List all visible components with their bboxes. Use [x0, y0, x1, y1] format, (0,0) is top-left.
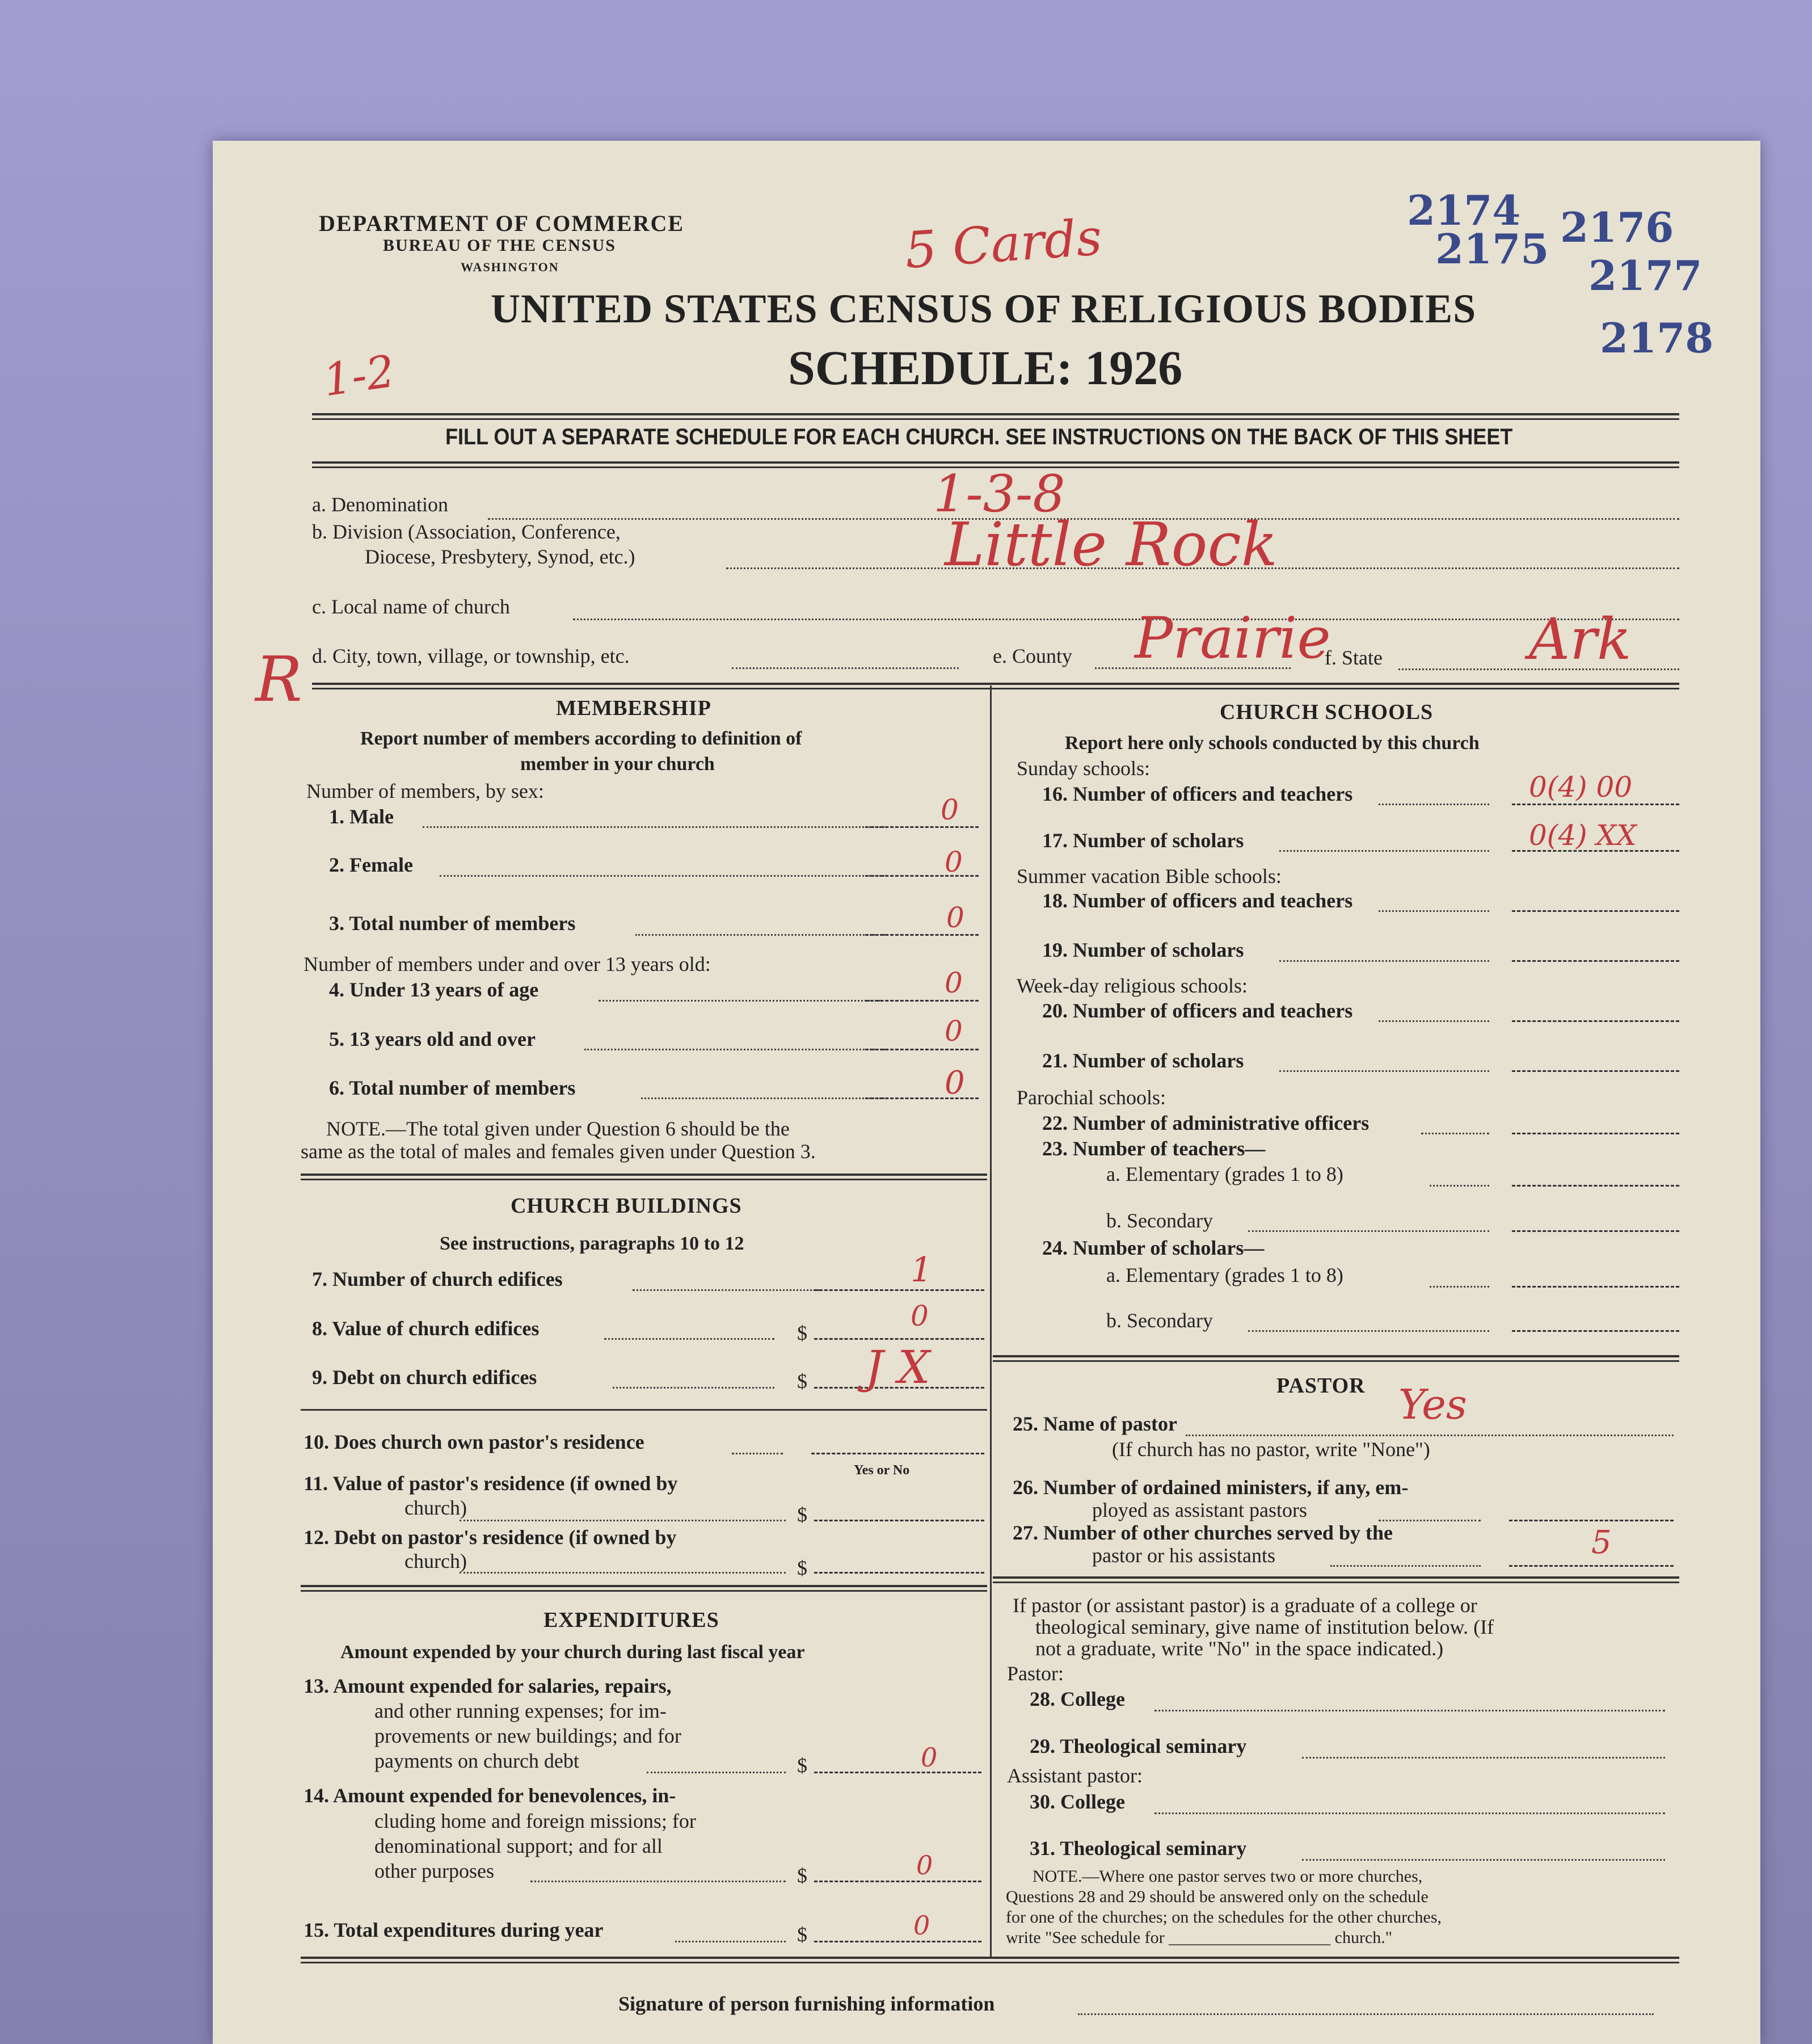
schools-subheading: Report here only schools conducted by this church [1065, 733, 1480, 754]
buildings-subheading: See instructions, paragraphs 10 to 12 [440, 1233, 744, 1254]
q8-label: 8. Value of church edifices [312, 1317, 540, 1340]
q3-answer-field[interactable] [865, 934, 979, 936]
membership-subheading-1: Report number of members according to definition of [360, 728, 802, 749]
q20-label: 20. Number of officers and teachers [1042, 999, 1353, 1022]
q22-label: 22. Number of administrative officers [1042, 1112, 1369, 1134]
graduate-instructions-line3: not a graduate, write "No" in the space indicated.) [1035, 1637, 1444, 1660]
q13-label-line3: provements or new buildings; and for [374, 1725, 681, 1747]
q11-leader [460, 1520, 786, 1521]
local-name-field[interactable] [573, 619, 1679, 620]
q23b-answer-field[interactable] [1512, 1230, 1679, 1232]
denomination-label: a. Denomination [312, 493, 448, 516]
q23b-leader [1248, 1230, 1489, 1232]
summer-schools-label: Summer vacation Bible schools: [1017, 865, 1282, 888]
q10-label: 10. Does church own pastor's residence [304, 1431, 644, 1453]
q10-leader [732, 1453, 783, 1454]
q18-label: 18. Number of officers and teachers [1042, 889, 1353, 912]
q4-label: 4. Under 13 years of age [329, 978, 539, 1001]
q23-label: 23. Number of teachers— [1042, 1137, 1266, 1160]
double-rule [312, 413, 1679, 420]
buildings-heading: CHURCH BUILDINGS [511, 1194, 742, 1218]
q17-leader [1279, 850, 1489, 852]
q13-label-line1: 13. Amount expended for salaries, repairs, [304, 1675, 672, 1697]
double-rule [312, 683, 1679, 689]
q4-leader [599, 1000, 888, 1002]
double-rule [993, 1576, 1679, 1583]
q1-label: 1. Male [329, 805, 394, 828]
q17-value: 0(4) XX [1529, 819, 1637, 852]
q12-dollar: $ [797, 1557, 807, 1579]
graduate-instructions-line1: If pastor (or assistant pastor) is a graduate of a college or [1013, 1594, 1477, 1617]
pastor-subsection-label: Pastor: [1007, 1662, 1064, 1685]
q27-leader [1330, 1565, 1481, 1567]
q16-answer-field[interactable] [1512, 804, 1679, 805]
q4-value: 0 [945, 966, 963, 999]
parochial-schools-label: Parochial schools: [1017, 1086, 1166, 1109]
county-value: Prairie [1135, 605, 1331, 671]
q27-answer-field[interactable] [1509, 1565, 1674, 1567]
q5-value: 0 [945, 1015, 963, 1048]
q19-label: 19. Number of scholars [1042, 939, 1244, 961]
q3-label: 3. Total number of members [329, 912, 576, 935]
q14-label-line4: other purposes [374, 1860, 494, 1882]
q25-value: Yes [1398, 1381, 1467, 1428]
q24a-answer-field[interactable] [1512, 1286, 1679, 1288]
q16-label: 16. Number of officers and teachers [1042, 783, 1353, 805]
assistant-subsection-label: Assistant pastor: [1007, 1764, 1143, 1787]
membership-subheading-2: member in your church [520, 754, 715, 775]
q18-answer-field[interactable] [1512, 910, 1679, 912]
q13-label-line2: and other running expenses; for im- [374, 1700, 667, 1722]
q24a-leader [1430, 1286, 1489, 1288]
q16-value: 0(4) 00 [1529, 771, 1633, 804]
q11-dollar: $ [797, 1503, 807, 1526]
handwritten-cards-note: 5 Cards [903, 208, 1104, 280]
q8-leader [604, 1338, 774, 1340]
handwritten-left-code: 1-2 [320, 346, 398, 407]
q2-leader [440, 875, 888, 877]
division-value: Little Rock [945, 510, 1278, 579]
graduate-instructions-line2: theological seminary, give name of institution below. (If [1035, 1616, 1494, 1638]
q14-leader [530, 1881, 786, 1882]
q28-field[interactable] [1154, 1710, 1665, 1711]
q18-leader [1379, 910, 1489, 912]
expenditures-subheading: Amount expended by your church during last fiscal year [340, 1642, 805, 1663]
q2-value: 0 [945, 846, 963, 878]
q11-label-line2: church) [404, 1496, 467, 1519]
q14-label-line1: 14. Amount expended for benevolences, in- [304, 1784, 676, 1807]
q13-answer-field[interactable] [814, 1772, 981, 1773]
q14-value: 0 [916, 1850, 933, 1881]
q12-answer-field[interactable] [814, 1572, 984, 1574]
q13-value: 0 [921, 1742, 938, 1773]
q7-leader [633, 1289, 820, 1291]
weekday-schools-label: Week-day religious schools: [1017, 974, 1248, 997]
expenditures-heading: EXPENDITURES [543, 1608, 719, 1632]
q14-answer-field[interactable] [814, 1881, 981, 1882]
stamp-number: 2175 [1435, 225, 1549, 273]
q29-label: 29. Theological seminary [1030, 1735, 1247, 1757]
q15-value: 0 [913, 1910, 930, 1941]
q12-label-line2: church) [404, 1550, 467, 1572]
handwritten-margin-mark: R [255, 643, 302, 716]
q19-leader [1279, 960, 1489, 962]
q12-label-line1: 12. Debt on pastor's residence (if owned by [304, 1526, 677, 1549]
pastor-note-line1: NOTE.—Where one pastor serves two or more churches, [1033, 1867, 1423, 1886]
yes-no-hint: Yes or No [854, 1463, 910, 1478]
q24b-label: b. Secondary [1106, 1309, 1213, 1332]
stamp-number: 2178 [1600, 314, 1714, 362]
q26-leader [1379, 1520, 1481, 1521]
county-label: e. County [993, 645, 1072, 667]
q6-value: 0 [945, 1065, 965, 1101]
q26-label-line2: ployed as assistant pastors [1092, 1499, 1307, 1521]
double-rule [301, 1957, 1679, 1963]
stamp-number: 2177 [1588, 251, 1703, 300]
q16-leader [1379, 804, 1489, 805]
membership-note-line2: same as the total of males and females given under Question 3. [301, 1140, 816, 1163]
stamp-number: 2174 [1407, 186, 1521, 234]
q20-answer-field[interactable] [1512, 1020, 1679, 1022]
pastor-heading: PASTOR [1276, 1374, 1366, 1398]
signature-label: Signature of person furnishing information [618, 1992, 995, 2015]
q15-dollar: $ [797, 1923, 807, 1946]
double-rule [301, 1585, 987, 1592]
division-label-line2: Diocese, Presbytery, Synod, etc.) [365, 545, 635, 568]
q20-leader [1379, 1020, 1489, 1022]
bureau-name: BUREAU OF THE CENSUS [383, 236, 616, 255]
q15-leader [675, 1941, 786, 1942]
instruction-banner: FILL OUT A SEPARATE SCHEDULE FOR EACH CHURCH. SEE INSTRUCTIONS ON THE BACK OF THIS SHEET [445, 424, 1513, 449]
state-label: f. State [1325, 646, 1383, 669]
city-name: WASHINGTON [461, 260, 559, 274]
q6-leader [641, 1097, 888, 1099]
q27-value: 5 [1591, 1524, 1612, 1561]
q13-leader [647, 1772, 786, 1773]
q21-leader [1279, 1070, 1489, 1072]
q26-answer-field[interactable] [1509, 1520, 1674, 1521]
stamp-number: 2176 [1560, 203, 1674, 251]
q1-value: 0 [941, 793, 959, 826]
schedule-year: SCHEDULE: 1926 [788, 340, 1183, 395]
denomination-value: 1-3-8 [933, 464, 1065, 524]
q28-label: 28. College [1030, 1688, 1125, 1710]
members-by-age-label: Number of members under and over 13 years old: [304, 953, 711, 975]
q7-label: 7. Number of church edifices [312, 1268, 563, 1290]
q23a-label: a. Elementary (grades 1 to 8) [1106, 1163, 1343, 1185]
q21-answer-field[interactable] [1512, 1070, 1679, 1072]
q11-answer-field[interactable] [814, 1520, 984, 1521]
double-rule [301, 1174, 987, 1180]
q15-answer-field[interactable] [814, 1941, 981, 1942]
q31-label: 31. Theological seminary [1030, 1837, 1247, 1860]
q30-field[interactable] [1154, 1812, 1665, 1814]
q22-leader [1421, 1133, 1489, 1134]
q7-answer-field[interactable] [814, 1289, 984, 1291]
q25-note: (If church has no pastor, write "None") [1112, 1438, 1430, 1461]
q31-field[interactable] [1302, 1859, 1665, 1861]
signature-field[interactable] [1078, 2013, 1654, 2015]
column-divider [990, 685, 992, 1957]
q4-answer-field[interactable] [865, 1000, 979, 1002]
q9-label: 9. Debt on church edifices [312, 1366, 537, 1389]
pastor-name-field[interactable] [1186, 1435, 1674, 1436]
q7-value: 1 [911, 1250, 933, 1290]
q27-label-line2: pastor or his assistants [1092, 1544, 1275, 1567]
pastor-note-line3: for one of the churches; on the schedules for the other churches, [1006, 1908, 1442, 1927]
q13-dollar: $ [797, 1754, 807, 1777]
sunday-schools-label: Sunday schools: [1017, 757, 1151, 780]
q1-answer-field[interactable] [865, 826, 979, 828]
q5-answer-field[interactable] [865, 1049, 979, 1050]
q11-label-line1: 11. Value of pastor's residence (if owned by [304, 1472, 678, 1495]
q26-label-line1: 26. Number of ordained ministers, if any, em- [1013, 1476, 1409, 1499]
q14-label-line2: cluding home and foreign missions; for [374, 1810, 696, 1832]
rule [301, 1409, 987, 1411]
q24b-answer-field[interactable] [1512, 1330, 1679, 1332]
q23b-label: b. Secondary [1106, 1209, 1213, 1232]
q19-answer-field[interactable] [1512, 960, 1679, 962]
q5-label: 5. 13 years old and over [329, 1028, 536, 1050]
q8-dollar: $ [797, 1322, 807, 1344]
q25-label: 25. Name of pastor [1013, 1412, 1177, 1435]
pastor-note-line2: Questions 28 and 29 should be answered only on the schedule [1006, 1887, 1428, 1906]
q8-answer-field[interactable] [814, 1338, 984, 1340]
q29-field[interactable] [1302, 1757, 1665, 1759]
city-label: d. City, town, village, or township, etc. [312, 645, 630, 667]
q14-dollar: $ [797, 1864, 807, 1887]
q9-dollar: $ [797, 1370, 807, 1393]
form-title: UNITED STATES CENSUS OF RELIGIOUS BODIES [491, 286, 1477, 331]
q8-value: 0 [911, 1299, 929, 1332]
department-name: DEPARTMENT OF COMMERCE [319, 211, 685, 236]
q23a-leader [1430, 1185, 1489, 1187]
q5-leader [584, 1049, 888, 1050]
q10-answer-field[interactable] [811, 1453, 984, 1454]
pastor-note-line4: write "See schedule for ___________________ church." [1006, 1928, 1393, 1947]
q24b-leader [1248, 1330, 1489, 1332]
q9-leader [613, 1387, 774, 1389]
membership-note-line1: NOTE.—The total given under Question 6 should be the [326, 1117, 790, 1140]
q14-label-line3: denominational support; and for all [374, 1835, 663, 1857]
q22-answer-field[interactable] [1512, 1133, 1679, 1134]
schools-heading: CHURCH SCHOOLS [1220, 700, 1434, 724]
q27-label-line1: 27. Number of other churches served by the [1013, 1521, 1393, 1544]
local-name-label: c. Local name of church [312, 595, 510, 618]
q3-value: 0 [946, 901, 964, 934]
q13-label-line4: payments on church debt [374, 1749, 579, 1772]
q17-label: 17. Number of scholars [1042, 829, 1244, 852]
membership-heading: MEMBERSHIP [556, 696, 711, 720]
q30-label: 30. College [1030, 1790, 1125, 1813]
q24a-label: a. Elementary (grades 1 to 8) [1106, 1264, 1343, 1286]
q6-label: 6. Total number of members [329, 1076, 576, 1099]
q9-value: J X [865, 1341, 930, 1394]
q3-leader [635, 934, 888, 936]
division-label-line1: b. Division (Association, Conference, [312, 520, 621, 543]
census-schedule-sheet [213, 141, 1760, 2044]
q15-label: 15. Total expenditures during year [304, 1919, 604, 1941]
q2-label: 2. Female [329, 853, 413, 876]
q1-leader [423, 826, 888, 828]
double-rule [993, 1355, 1679, 1362]
q24-label: 24. Number of scholars— [1042, 1237, 1265, 1259]
q23a-answer-field[interactable] [1512, 1185, 1679, 1187]
q21-label: 21. Number of scholars [1042, 1049, 1244, 1072]
q12-leader [460, 1572, 786, 1574]
state-value: Ark [1529, 606, 1632, 672]
city-field[interactable] [732, 667, 959, 669]
members-by-sex-label: Number of members, by sex: [306, 780, 544, 802]
